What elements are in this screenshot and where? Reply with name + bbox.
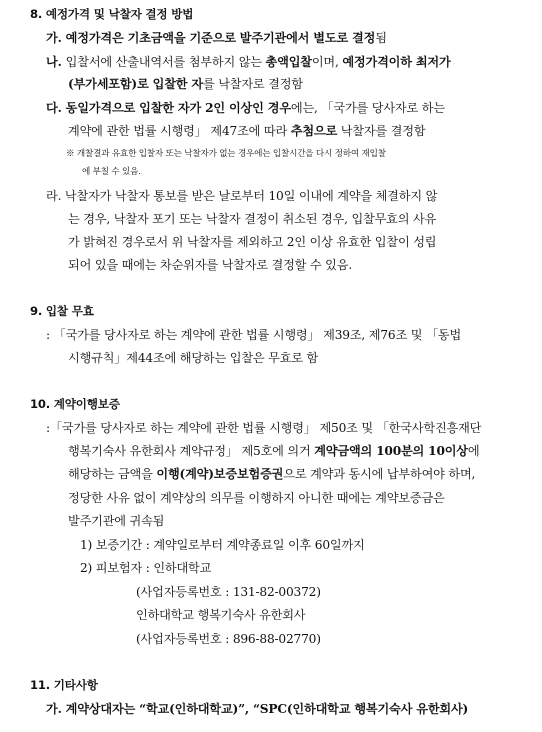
section-8-item-da-line1	[46, 100, 445, 116]
section-10-line2	[68, 443, 479, 459]
section-9-line1: : 「국가를 당사자로 하는 계약에 관한 법률 시행령」 제39조, 제76조 및 「동법	[46, 328, 462, 342]
na2-bold: (부가세포함)로 입찰한 자	[68, 77, 203, 91]
section-8-item-na-line1	[46, 54, 451, 70]
item-ga-end: 됨	[375, 31, 387, 45]
da2-bold: 추첨으로	[290, 124, 338, 138]
section-10-reg2: (사업자등록번호 : 896-88-02770)	[136, 632, 321, 646]
na-bold1: 총액입찰	[265, 55, 312, 69]
section-8-item-ra-line4: 되어 있을 때에는 차순위자를 낙찰자로 결정할 수 있음.	[68, 258, 353, 272]
section-10-item2: 2) 피보험자 : 인하대학교	[80, 561, 212, 575]
section-8-item-ga	[46, 30, 387, 46]
l2-text1: 행복기숙사 유한회사 계약규정」 제5호에 의거	[68, 444, 315, 458]
section-10-line4: 정당한 사유 없이 계약상의 의무를 이행하지 아니한 때에는 계약보증금은	[68, 491, 445, 505]
section-8-item-na-line2	[68, 76, 303, 92]
section-8-title: 8. 예정가격 및 낙찰자 결정 방법	[30, 7, 194, 21]
section-8-item-ra-line1: 라. 낙찰자가 낙찰자 통보를 받은 날로부터 10일 이내에 계약을 체결하지 않	[46, 189, 438, 203]
section-11-title: 11. 기타사항	[30, 678, 98, 692]
section-10-line5: 발주기관에 귀속됨	[68, 514, 165, 528]
section-11-item-ga: 가. 계약상대자는 “학교(인하대학교)”, “SPC(인하대학교 행복기숙사 유한회사)	[46, 702, 469, 716]
section-8-item-ra-line3: 가 밝혀진 경우로서 위 낙찰자를 제외하고 2인 이상 유효한 입찰이 성립	[68, 235, 437, 249]
na-bold2: 예정가격이하 최저가	[342, 55, 451, 69]
da2-text2: 낙찰자를 결정함	[337, 124, 426, 138]
l3-text2: 으로 계약과 동시에 납부하여야 하며,	[283, 467, 476, 481]
section-8-note-line2: 에 부칠 수 있음.	[82, 167, 141, 177]
da2-text1: 계약에 관한 법률 시행령」 제47조에 따라	[68, 124, 291, 138]
na-marker: 나.	[46, 55, 66, 69]
l2-bold: 계약금액의 100분의 10이상	[314, 444, 468, 458]
da-text: 에는, 「국가를 당사자로 하는	[290, 101, 445, 115]
l3-bold: 이행(계약)보증보험증권	[156, 467, 284, 481]
section-10-line1: :「국가를 당사자로 하는 계약에 관한 법률 시행령」 제50조 및 「한국사학진흥재단	[46, 421, 482, 435]
section-8-note-line1: ※ 개찰결과 유효한 입찰자 또는 낙찰자가 없는 경우에는 입찰시간을 다시 정하여 재입찰	[66, 149, 386, 159]
section-10-item1: 1) 보증기간 : 계약일로부터 계약종료일 이후 60일까지	[80, 538, 365, 552]
section-8-item-da-line2	[68, 123, 425, 139]
l3-text1: 해당하는 금액을	[68, 467, 157, 481]
section-10-company: 인하대학교 행복기숙사 유한회사	[136, 608, 306, 622]
section-10-line3	[68, 466, 475, 482]
na-text2: 이며,	[311, 55, 343, 69]
item-ga-bold: 가. 예정가격은 기초금액을 기준으로 발주기관에서 별도로 결정	[46, 31, 376, 45]
na-text1: 입찰서에 산출내역서를 첨부하지 않는	[65, 55, 266, 69]
section-9-line2: 시행규칙」제44조에 해당하는 입찰은 무효로 함	[68, 351, 319, 365]
section-10-title: 10. 계약이행보증	[30, 397, 120, 411]
section-8-item-ra-line2: 는 경우, 낙찰자 포기 또는 낙찰자 결정이 취소된 경우, 입찰무효의 사유	[68, 212, 437, 226]
da-bold: 다. 동일가격으로 입찰한 자가 2인 이상인 경우	[46, 101, 291, 115]
section-10-reg1: (사업자등록번호 : 131-82-00372)	[136, 585, 321, 599]
section-9-title: 9. 입찰 무효	[30, 304, 94, 318]
na2-text: 를 낙찰자로 결정함	[202, 77, 303, 91]
l2-text2: 에	[467, 444, 480, 458]
